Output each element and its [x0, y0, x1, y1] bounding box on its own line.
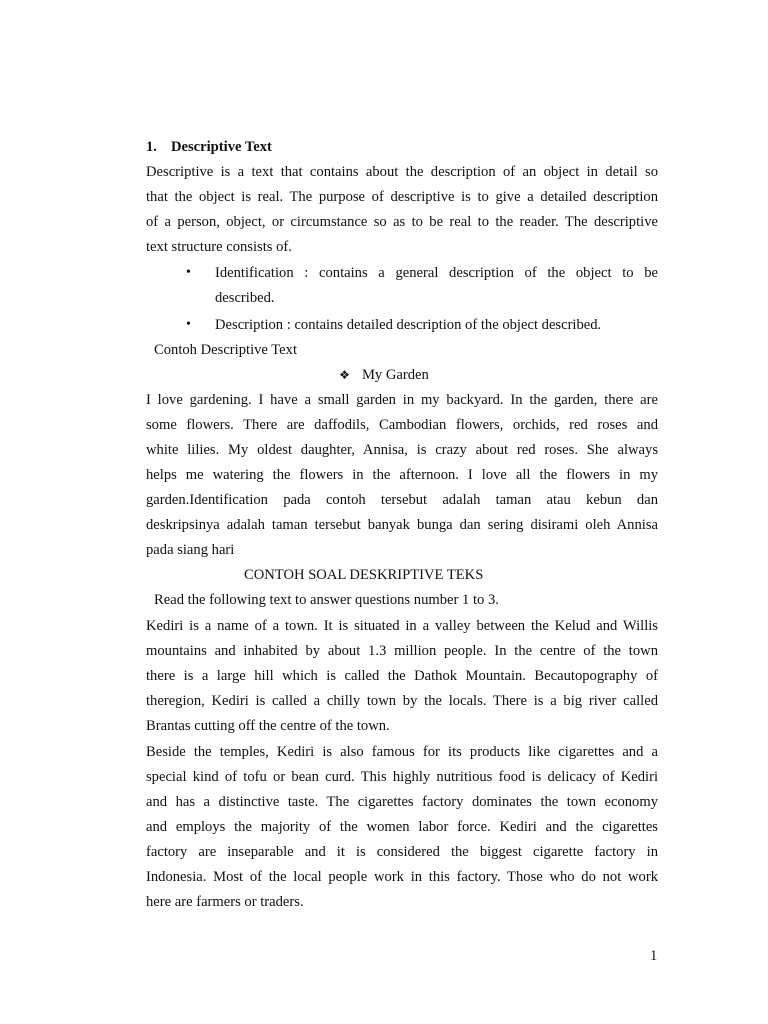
kediri-line: Beside the temples, Kediri is also famous for its products like cigarettes and a [146, 744, 658, 760]
kediri-line: theregion, Kediri is called a chilly town by the locals. There is a big river called [146, 693, 658, 709]
bullet-dot-icon: • [186, 265, 191, 280]
garden-line: pada siang hari [146, 542, 235, 558]
kediri-line: mountains and inhabited by about 1.3 million people. In the centre of the town [146, 643, 658, 659]
section-heading [146, 138, 272, 156]
kediri-line: Kediri is a name of a town. It is situated in a valley between the Kelud and Willis [146, 618, 658, 634]
bullet-dot-icon: • [186, 317, 191, 332]
garden-line: helps me watering the flowers in the afternoon. I love all the flowers in my [146, 467, 658, 483]
kediri-line: here are farmers or traders. [146, 894, 304, 910]
kediri-line: Indonesia. Most of the local people work in this factory. Those who do not work [146, 869, 658, 885]
kediri-line: factory are inseparable and it is considered the biggest cigarette factory in [146, 844, 658, 860]
garden-line: I love gardening. I have a small garden in my backyard. In the garden, there are [146, 392, 658, 408]
diamond-bullet-icon: ❖ [339, 368, 350, 382]
contoh-label: Contoh Descriptive Text [154, 342, 298, 358]
soal-title: CONTOH SOAL DESKRIPTIVE TEKS [244, 567, 484, 583]
section-number: 1. [146, 139, 157, 155]
kediri-line: Brantas cutting off the centre of the town. [146, 718, 390, 734]
bullet-text: Identification : contains a general description of the object to be [215, 265, 658, 281]
intro-line: that the object is real. The purpose of descriptive is to give a detailed description [146, 189, 658, 205]
kediri-line: there is a large hill which is called the Dathok Mountain. Becautopography of [146, 668, 658, 684]
garden-line: some flowers. There are daffodils, Cambodian flowers, orchids, red roses and [146, 417, 658, 433]
page-number: 1 [650, 948, 658, 964]
intro-line: text structure consists of. [146, 239, 292, 255]
kediri-line: special kind of tofu or bean curd. This highly nutritious food is delicacy of Kediri [146, 769, 658, 785]
garden-line: garden.Identification pada contoh tersebut adalah taman atau kebun dan [146, 492, 658, 508]
garden-line: white lilies. My oldest daughter, Annisa, is crazy about red roses. She always [146, 442, 658, 458]
garden-title-text: My Garden [361, 367, 429, 383]
bullet-text: described. [215, 290, 275, 306]
instruction-text: Read the following text to answer questions number 1 to 3. [154, 592, 499, 608]
intro-line: of a person, object, or circumstance so as to be real to the reader. The descriptive [146, 214, 658, 230]
kediri-line: and employs the majority of the women labor force. Kediri and the cigarettes [146, 819, 658, 835]
section-title: Descriptive Text [170, 139, 272, 155]
intro-line: Descriptive is a text that contains about the description of an object in detail so [146, 164, 658, 180]
kediri-line: and has a distinctive taste. The cigarettes factory dominates the town economy [146, 794, 658, 810]
garden-line: deskripsinya adalah taman tersebut banyak bunga dan sering disirami oleh Annisa [146, 517, 658, 533]
garden-title [0, 366, 768, 384]
bullet-text: Description : contains detailed description of the object described. [215, 317, 602, 333]
